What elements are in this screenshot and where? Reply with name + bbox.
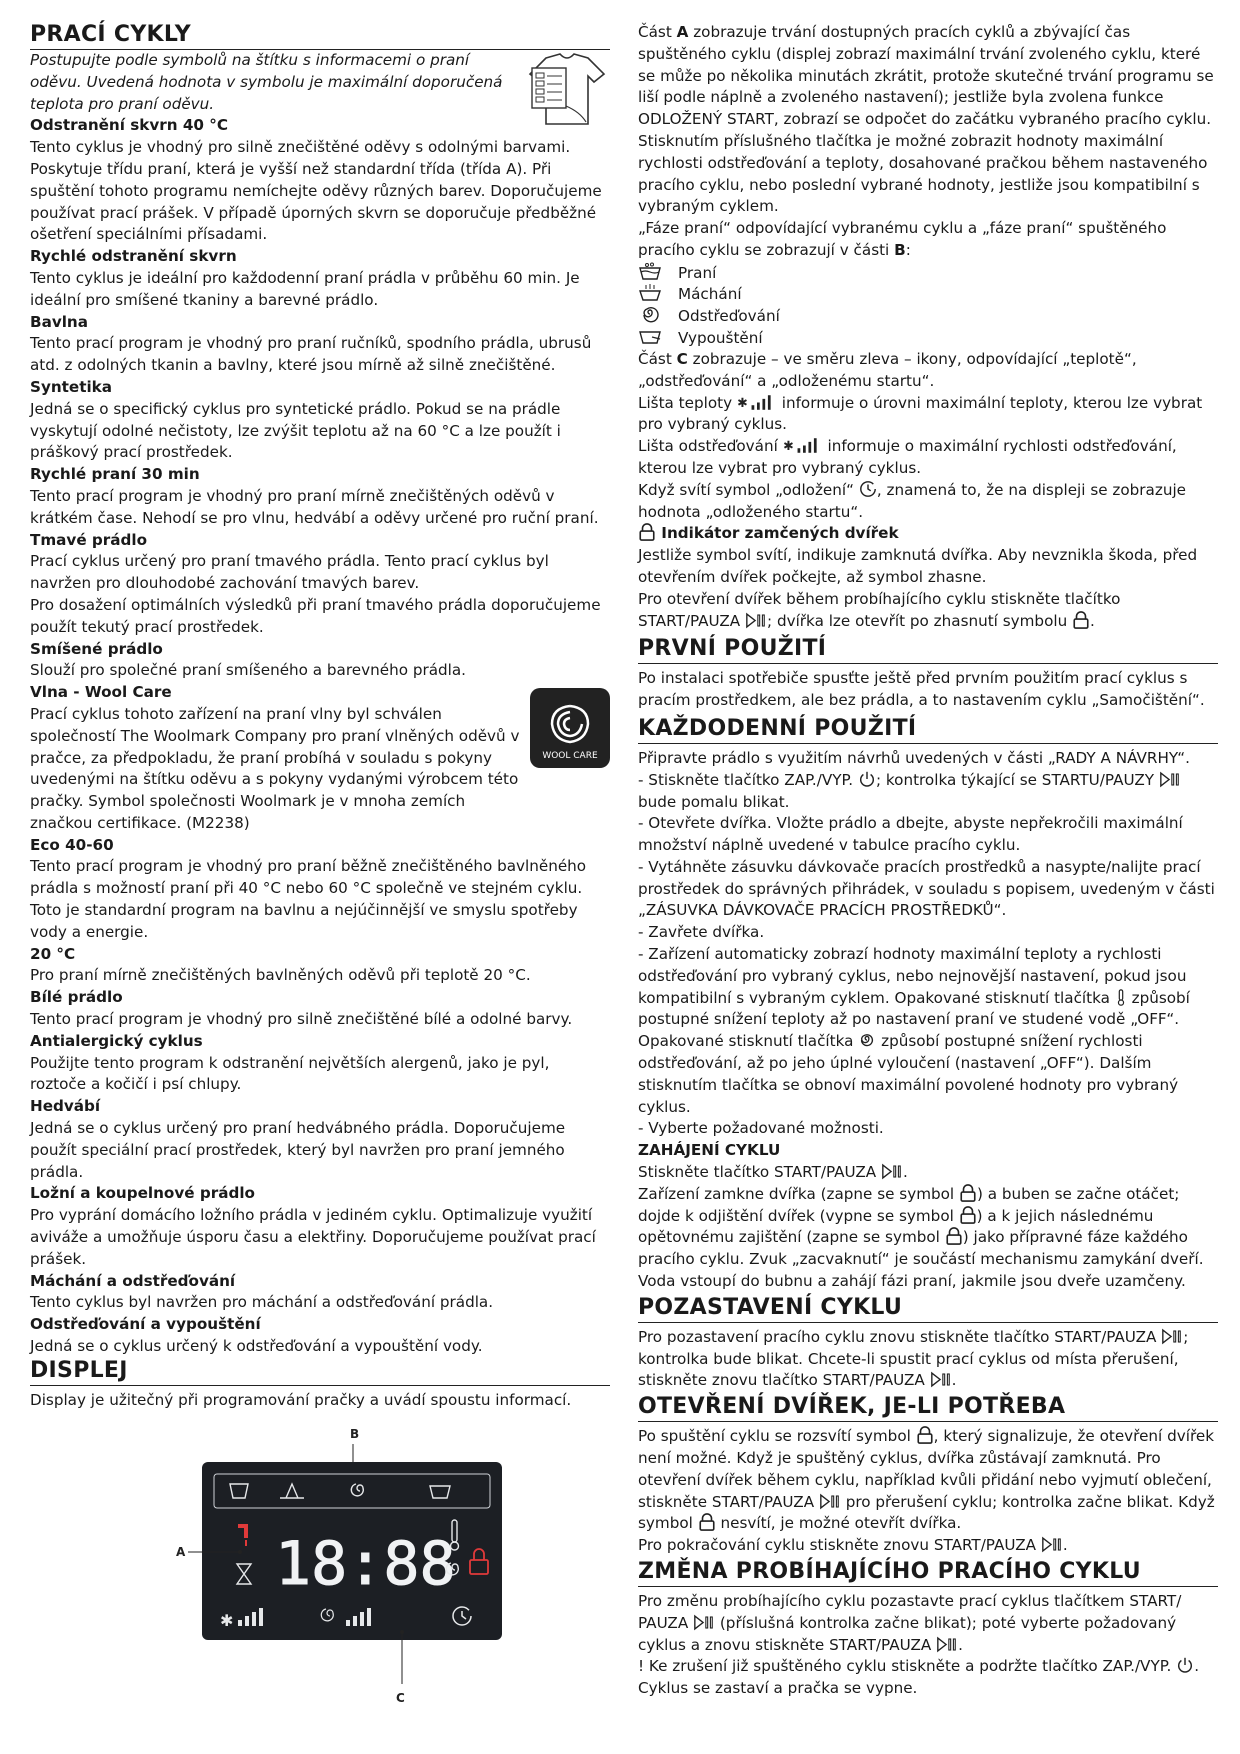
power-icon: [858, 770, 876, 788]
start-pause-icon: [930, 1371, 952, 1388]
text-span: pro přerušení cyklu; kontrolka začne blikat. Když symbol: [638, 1492, 1215, 1533]
text-span: zobrazuje – ve směru zleva – ikony, odpovídající „teplotě“, „odstřeďování“ a „odloženému startu“.: [638, 349, 1137, 390]
program-name: Smíšené prádlo: [30, 639, 163, 658]
text-span: ) a buben se začne otáčet; dojde k odjištění dvířek (vypne se symbol: [638, 1184, 1180, 1225]
text-span: Pro pokračování cyklu stiskněte znovu START/PAUZA: [638, 1536, 1041, 1555]
spin-bar-text: [638, 436, 1218, 480]
start-pause-icon: [881, 1163, 903, 1180]
change-text: [638, 1591, 1218, 1656]
text-span: „Fáze praní“ odpovídající vybranému cyklu a „fáze praní“ spuštěného pracího cyklu se zobrazují v části: [638, 219, 1167, 259]
temp-bar-icon: [737, 394, 777, 411]
phase-label: Vypouštění: [678, 329, 763, 348]
text-span: nesvítí, je možné otevřít dvířka.: [715, 1514, 962, 1533]
program-item: [30, 1096, 610, 1183]
lock-icon: [945, 1227, 963, 1245]
program-name: Antialergický cyklus: [30, 1031, 203, 1050]
program-text: Pro vyprání domácího ložního prádla v jediném cyklu. Optimalizuje využití aviváže a umožňuje úsporu času a elektřiny. Doporučujeme používat prací prášek.: [30, 1206, 596, 1268]
section-title-daily-use: KAŽDODENNÍ POUŽITÍ: [638, 716, 1218, 744]
program-item: [30, 530, 610, 639]
program-item: [30, 1031, 610, 1096]
part-a-text: [638, 22, 1218, 218]
power-icon: [1176, 1656, 1194, 1674]
text-span: .: [1090, 611, 1095, 630]
lock-icon: [1072, 611, 1090, 629]
program-name: Syntetika: [30, 377, 113, 396]
temp-bar-text: [638, 393, 1218, 437]
program-text: Jedná se o cyklus určený k odstřeďování a vypouštění vody.: [30, 1337, 483, 1356]
start-pause-icon: [693, 1614, 715, 1631]
delay-text: [638, 480, 1218, 524]
program-item: [30, 987, 610, 1031]
text-span: ) jako přípravné fáze každého pracího cyklu. Zvuk „zacvaknutí“ je součástí mechanismu zamykání dveří. Voda vstoupí do bubnu a zahájí fázi praní, jakmile jsou dveře uzamčeny.: [638, 1228, 1204, 1291]
program-text: Použijte tento program k odstranění největších alergenů, jako je pyl, roztoče a kočičí i psí chlupy.: [30, 1053, 550, 1094]
start-text: [638, 1162, 1218, 1184]
daily-text: - Vyberte požadované možnosti.: [638, 1119, 884, 1138]
change-text-2: [638, 1656, 1218, 1678]
part-c-text: [638, 349, 1218, 393]
label-c: C: [396, 1690, 405, 1705]
text-span: Zařízení zamkne dvířka (zapne se symbol: [638, 1184, 959, 1203]
phase-item-spin: [638, 305, 1218, 327]
program-item: [30, 835, 610, 944]
left-column: [30, 22, 610, 1716]
daily-text: - Vytáhněte zásuvku dávkovače pracích prostředků a nasypte/nalijte prací prostředek do správných přihrádek, v souladu s popisem, uvedeným v části „ZÁSUVKA DÁVKOVAČE PRACÍCH PROSTŘEDKŮ“.: [638, 857, 1215, 920]
program-text: Pro praní mírně znečištěných bavlněných oděvů při teplotě 20 °C.: [30, 966, 531, 985]
text-span: ; kontrolka týkající se STARTU/PAUZY: [875, 770, 1159, 789]
lock-icon: [959, 1206, 977, 1224]
part-letter: C: [676, 349, 688, 368]
text-span: ) a k jejich následnému opětovnému zajištění (zapne se symbol: [638, 1206, 1154, 1247]
part-letter: A: [676, 23, 689, 41]
lock-text-2: [638, 589, 1218, 633]
woolmark-logo: [530, 688, 610, 768]
label-b: B: [350, 1426, 360, 1441]
text-span: .: [958, 1635, 963, 1654]
program-name: 20 °C: [30, 944, 76, 963]
program-item: [30, 639, 610, 683]
rinse-icon: [638, 283, 662, 301]
door-text-2: [638, 1535, 1218, 1557]
program-item: [30, 944, 610, 988]
program-text: Jedná se o specifický cyklus pro syntetické prádlo. Pokud se na prádle vyskytují odolné nečistoty, lze zvýšit teplotu až na 60 °C a lze použít i práškový prací prostředek.: [30, 399, 561, 462]
text-span: Indikátor zamčených dvířek: [661, 524, 899, 543]
text-span: - Zařízení automaticky zobrazí hodnoty maximální teploty a rychlosti odstřeďování pro vybraný cyklus, nebo nejnovější nastavení, pokud jsou kompatibilní s vybraným cyklem. Opakované stisknutí tlačítka: [638, 945, 1187, 1007]
section-title-first-use: PRVNÍ POUŽITÍ: [638, 636, 1218, 664]
text-span: způsobí postupné snížení rychlosti odstřeďování, až po jeho úplné vyloučení (nastavení „OFF“). Dalším stisknutím tlačítka se obnoví maximální povolené hodnoty pro vybraný cyklus.: [638, 1032, 1179, 1116]
program-text: Tento prací program je vhodný pro praní běžně znečištěného bavlněného prádla s možností praní při 40 °C nebo 60 °C společně ve stejném cyklu. Toto je standardní program na bavlnu a nejúčinnější ve smyslu spotřeby vody a energie.: [30, 857, 587, 941]
display-drop-icon: [245, 1540, 247, 1546]
program-text: Jedná se o cyklus určený pro praní hedvábného prádla. Doporučujeme použít speciální prací prostředek, který byl navržen pro praní jemného prádla.: [30, 1119, 566, 1181]
part-letter: B: [894, 240, 906, 259]
program-name: Odstřeďování a vypouštění: [30, 1315, 261, 1334]
section-title-wash-cycles: PRACÍ CYKLY: [30, 22, 610, 50]
program-text: Tento prací program je vhodný pro praní ručníků, spodního prádla, ubrusů atd. z odolných tkanin a bavlny, které jsou mírně až silně znečištěné.: [30, 334, 592, 375]
lock-icon: [698, 1513, 716, 1531]
text-span: .: [951, 1371, 957, 1390]
text-span: , znamená to, že na displeji se zobrazuje hodnota „odloženého startu“.: [638, 480, 1187, 521]
text-span: Pro pozastavení pracího cyklu znovu stiskněte tlačítko START/PAUZA: [638, 1327, 1162, 1346]
daily-text: - Zavřete dvířka.: [638, 923, 765, 942]
text-span: Stiskněte tlačítko START/PAUZA: [638, 1163, 882, 1182]
start-pause-icon: [819, 1493, 841, 1510]
part-b-text: [638, 218, 1218, 262]
phase-item-wash: [638, 262, 1218, 284]
display-diagram: [30, 1416, 610, 1716]
text-span: způsobí postupné snížení teploty až po nastavení praní ve studené vodě „OFF“.: [638, 988, 1190, 1029]
phase-label: Máchání: [678, 285, 742, 304]
start-pause-icon: [1159, 771, 1181, 788]
text-span: informuje o úrovni maximální teploty, kterou lze vybrat pro vybraný cyklus.: [638, 393, 1203, 434]
text-span: zobrazuje trvání dostupných pracích cyklů a zbývající čas spuštěného cyklu (displej zobrazí maximální trvání zvoleného cyklu, které se může po několika minutách zkrátit, protože skutečné trvání programu se liší podle náplně a zvoleného nastavení); jestliže byla zvolena funkce ODLOŽENÝ START, zobrazí se odpočet do začátku vybraného pracího cyklu. Stisknutím příslušného tlačítka je možné zobrazit hodnoty maximální rychlosti odstřeďování a teploty, dosahované pračkou během nastaveného pracího cyklu, nebo poslední vybrané hodnoty, jestliže jsou kompatibilní s vybraným cyklem.: [638, 23, 1214, 216]
daily-text: Připravte prádlo s využitím návrhů uvedených v části „RADY A NÁVRHY“.: [638, 748, 1191, 767]
section-title-open-door: OTEVŘENÍ DVÍŘEK, JE-LI POTŘEBA: [638, 1394, 1218, 1422]
text-span: ; dvířka lze otevřít po zhasnutí symbolu: [767, 611, 1073, 630]
text-span: Část: [638, 349, 677, 368]
woolmark-icon: [530, 688, 610, 768]
pause-text: [638, 1327, 1218, 1392]
lock-text: Jestliže symbol svítí, indikuje zamknutá dvířka. Aby nevznikla škoda, před otevřením dvířek počkejte, až symbol zhasne.: [638, 546, 1198, 586]
text-span: ; kontrolka bude blikat. Chcete-li spustit prací cyklus od místa přerušení, stiskněte znovu tlačítko START/PAUZA: [638, 1327, 1189, 1390]
svg-text:✱: ✱: [220, 1610, 234, 1630]
phase-list: [638, 262, 1218, 349]
program-item: [30, 1314, 610, 1358]
program-item: [30, 377, 610, 464]
text-span: (příslušná kontrolka začne blikat); poté vyberte požadovaný cyklus a znovu stiskněte START/PAUZA: [638, 1613, 1177, 1654]
lock-icon: [959, 1184, 977, 1202]
right-column: [638, 22, 1218, 1700]
text-span: .: [903, 1163, 908, 1182]
phase-label: Odstřeďování: [678, 307, 780, 326]
woolmark-caption: WOOL CARE: [542, 751, 598, 762]
program-text: Pro dosažení optimálních výsledků při praní tmavého prádla doporučujeme použít tekutý prací prostředek.: [30, 595, 601, 636]
text-span: , který signalizuje, že otevření dvířek není možné. Když je spuštěný cyklus, dvířka zůstávají zamknutá. Pro otevření dvířek během cyklu, například kvůli přidání nebo vyjmutí oblečení, stiskněte START/PAUZA: [638, 1427, 1214, 1511]
lock-icon: [638, 523, 656, 541]
text-span: informuje o maximální rychlosti odstřeďování, kterou lze vybrat pro vybraný cyklus.: [638, 437, 1177, 477]
daily-text: [638, 770, 1218, 814]
display-digits: 18:88: [275, 1528, 456, 1599]
program-name: Máchání a odstřeďování: [30, 1271, 236, 1290]
daily-text: [638, 1031, 1218, 1118]
text-span: .: [1194, 1657, 1200, 1676]
text-span: bude pomalu blikat.: [638, 792, 790, 811]
program-name: Rychlé praní 30 min: [30, 465, 200, 484]
phase-label: Praní: [678, 263, 717, 282]
program-name: Tmavé prádlo: [30, 530, 148, 549]
display-diagram-svg: [30, 1416, 610, 1716]
program-name: Hedvábí: [30, 1097, 101, 1116]
program-text: Tento cyklus byl navržen pro máchání a odstřeďování prádla.: [30, 1293, 494, 1312]
daily-text: [638, 944, 1218, 1031]
wash-icon: [638, 262, 662, 280]
text-span: Pro otevření dvířek během probíhajícího cyklu stiskněte tlačítko START/PAUZA: [638, 589, 1121, 630]
program-item: [30, 464, 610, 529]
door-text: [638, 1426, 1218, 1535]
section-title-display: DISPLEJ: [30, 1358, 610, 1386]
program-text: Tento prací program je vhodný pro silně znečištěné bílé a odolné barvy.: [30, 1010, 573, 1029]
section-title-pause: POZASTAVENÍ CYKLU: [638, 1295, 1218, 1323]
display-intro: Display je užitečný při programování pračky a uvádí spoustu informací.: [30, 1390, 572, 1409]
start-text: [638, 1184, 1218, 1293]
program-item: [30, 246, 610, 311]
program-name: Odstranění skvrn 40 °C: [30, 116, 229, 135]
program-name: Eco 40-60: [30, 835, 114, 854]
program-text: Tento cyklus je vhodný pro silně znečištěné oděvy s odolnými barvami. Poskytuje třídu praní, která je vyšší než standardní třída (třída A). Při spuštění tohoto programu nemíchejte oděvy různých barev. Doporučujeme používat prací prášek. V případě úporných skvrn se doporučuje předběžné ošetření speciálními přísadami.: [30, 138, 602, 244]
text-span: ! Ke zrušení již spuštěného cyklu stiskněte a podržte tlačítko ZAP./VYP.: [638, 1657, 1177, 1676]
program-text: Prací cyklus tohoto zařízení na praní vlny byl schválen společností The Woolmark Company pro praní vlněných oděvů v pračce, za předpokladu, že praní probíhá v souladu s pokyny uvedenými na štítku oděvu a s pokyny vydanými výrobcem této pračky. Symbol společnosti Woolmark je v mnoha zemích značkou certifikace. (M2238): [30, 704, 520, 832]
program-text: Tento prací program je vhodný pro praní mírně znečištěných oděvů v krátkém čase. Nehodí se pro vlnu, hedvábí a oděvy určené pro ruční praní.: [30, 486, 599, 527]
first-use-text: Po instalaci spotřebiče spusťte ještě před prvním použitím prací cyklus s pracím prostředkem, ale bez prádla, a to nastavením cyklu „Samočištění“.: [638, 669, 1205, 710]
program-list: [30, 115, 610, 1357]
program-name: Bavlna: [30, 312, 88, 331]
section-title-change-cycle: ZMĚNA PROBÍHAJÍCÍHO PRACÍHO CYKLU: [638, 1559, 1218, 1587]
intro-block: [30, 50, 610, 115]
text-span: Pro změnu probíhajícího cyklu pozastavte prací cyklus tlačítkem START/ PAUZA: [638, 1592, 1182, 1632]
change-text-3: Cyklus se zastaví a pračka se vypne.: [638, 1679, 918, 1698]
drain-icon: [638, 327, 662, 345]
phase-item-drain: [638, 327, 1218, 349]
lock-indicator-title: [638, 523, 1218, 545]
daily-text: - Otevřete dvířka. Vložte prádlo a dbejte, abyste nepřekročili maximální množství náplně uvedené v tabulce pracího cyklu.: [638, 814, 1183, 855]
text-span: .: [1062, 1536, 1068, 1555]
spin-bar-icon: [783, 437, 823, 454]
program-text: Slouží pro společné praní smíšeného a barevného prádla.: [30, 661, 467, 680]
program-item: [30, 1271, 610, 1315]
text-span: - Stiskněte tlačítko ZAP./VYP.: [638, 770, 858, 789]
label-a: A: [176, 1544, 186, 1559]
text-span: Část: [638, 23, 677, 41]
program-text: Prací cyklus určený pro praní tmavého prádla. Tento prací cyklus byl navržen pro dlouhodobé zachování tmavých barev.: [30, 552, 549, 593]
program-item: [30, 1183, 610, 1270]
program-item: [30, 115, 610, 246]
text-span: Lišta teploty: [638, 393, 737, 412]
text-span: Po spuštění cyklu se rozsvítí symbol: [638, 1427, 916, 1446]
intro-text: Postupujte podle symbolů na štítku s informacemi o praní oděvu. Uvedená hodnota v symbolu je maximální doporučená teplota pro praní oděvu.: [30, 51, 503, 113]
program-item: [30, 312, 610, 377]
program-item-wool: [30, 682, 610, 835]
program-name: Ložní a koupelnové prádlo: [30, 1184, 255, 1203]
start-pause-icon: [1161, 1328, 1183, 1345]
start-pause-icon: [745, 612, 767, 629]
start-pause-icon: [936, 1636, 958, 1653]
garment-label-icon: [524, 50, 610, 132]
thermometer-icon: [1115, 989, 1127, 1006]
spin-icon: [858, 1031, 876, 1049]
text-span: :: [905, 240, 911, 259]
program-name: Rychlé odstranění skvrn: [30, 247, 237, 266]
spin-icon: [638, 305, 662, 323]
start-pause-icon: [1041, 1536, 1063, 1553]
program-name: Vlna - Wool Care: [30, 683, 172, 702]
lock-icon: [916, 1426, 934, 1444]
text-span: Opakované stisknutí tlačítka: [638, 1032, 859, 1051]
text-span: Lišta odstřeďování: [638, 437, 783, 456]
start-cycle-title: ZAHÁJENÍ CYKLU: [638, 1141, 781, 1160]
phase-item-rinse: [638, 284, 1218, 306]
delay-clock-icon: [859, 480, 877, 498]
text-span: Když svítí symbol „odložení“: [638, 480, 859, 499]
program-text: Tento cyklus je ideální pro každodenní praní prádla v průběhu 60 min. Je ideální pro smíšené tkaniny a barevné prádlo.: [30, 268, 580, 309]
program-name: Bílé prádlo: [30, 988, 123, 1007]
